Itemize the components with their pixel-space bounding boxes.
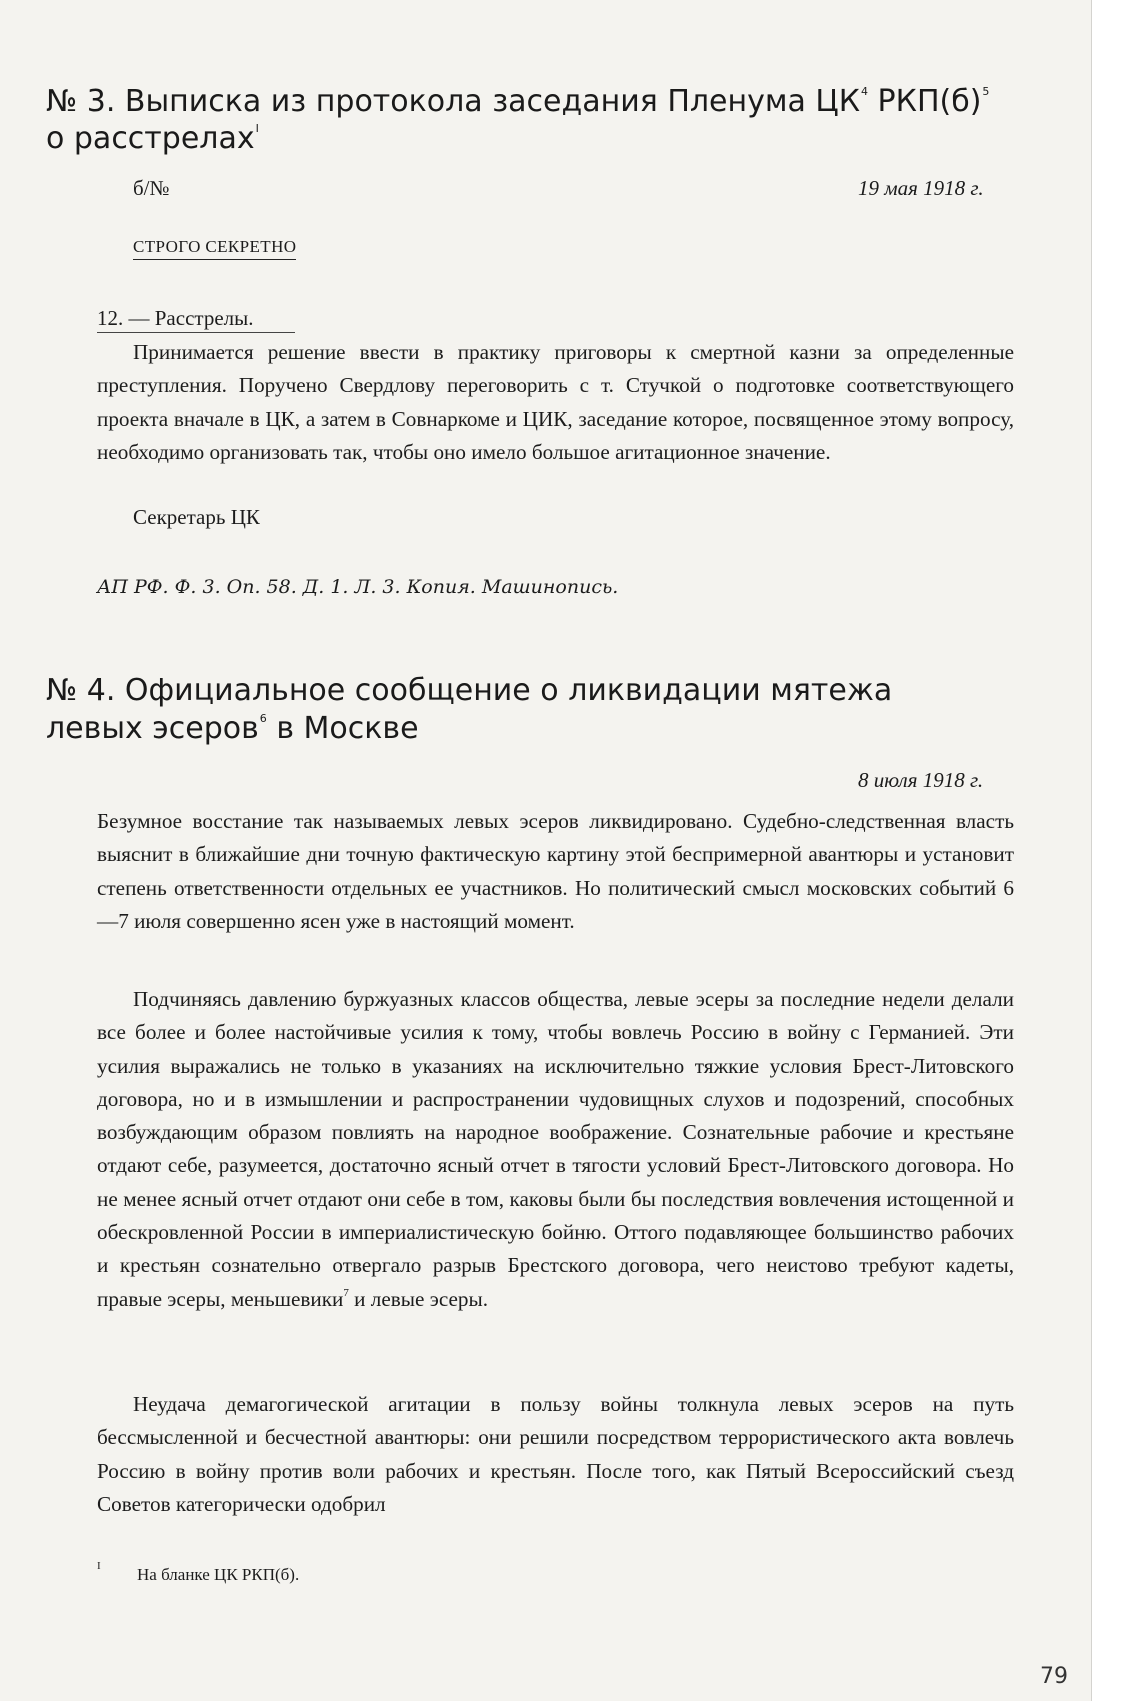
footnote-text: На бланке ЦК РКП(б). (137, 1565, 300, 1584)
doc4-paragraph-1: Безумное восстание так называемых левых эсеров ликвидировано. Судебно-следственная власть выяснит в ближайшие дни точную фактическую картину этой беспримерной авантюры и установит степень ответственности отдельных ее участников. Но политический смысл московских событий 6—7 июля совершенно ясен уже в настоящий момент. (97, 809, 1014, 933)
footnote-ref-6: 6 (259, 712, 267, 725)
agenda-item: 12. — Расстрелы. (97, 306, 295, 333)
footnote-mark: I (97, 1560, 101, 1572)
signer: Секретарь ЦК (133, 505, 260, 529)
footnote-ref-4: 4 (861, 85, 869, 98)
doc3-text: Принимается решение ввести в практику приговоры к смертной казни за определенные преступления. Поручено Свердлову переговорить с т. Стучкой о подготовке соответствующего проекта вначале в ЦК, а затем в Совнаркоме и ЦИК, заседание которое, посвященное этому вопросу, необходимо организовать так, чтобы оно имело большое агитационное значение. (97, 340, 1014, 464)
footnote-ref-5: 5 (982, 85, 990, 98)
page-edge (1091, 0, 1146, 1701)
doc4-paragraph-2: Подчиняясь давлению буржуазных классов общества, левые эсеры за последние недели делали все более и более настойчивые усилия к тому, чтобы вовлечь Россию в войну с Германией. Эти усилия выражались не только в указаниях на исключительно тяжкие условия Брест-Литовского договора, но и в измышлении и распространении чудовищных слухов и подозрений, способных возбуждающим образом повлиять на народное воображение. Сознательные рабочие и крестьяне отдают себе, разумеется, достаточно ясный отчет в тягости условий Брест-Литовского договора. Но не менее ясный отчет отдают они себе в том, каковы были бы последствия вовлечения истощенной и обескровленной России в империалистическую бойню. Оттого подавляющее большинство рабочих и крестьян сознательно отвергало разрыв Брестского договора, чего неистово требуют кадеты, правые эсеры, меньшевики$^7$ и левые эсеры. (97, 987, 1014, 1311)
doc4-heading-line1: № 4. Официальное сообщение о ликвидации мятежа (46, 673, 893, 708)
doc3-heading-line2: о расстрелах$^I$ (46, 121, 259, 156)
page-number: 79 (1040, 1664, 1068, 1689)
footnote-ref-7: 7 (343, 1286, 349, 1299)
doc3-date: 19 мая 1918 г. (858, 176, 984, 200)
doc3-number: б/№ (133, 176, 170, 200)
doc4-date: 8 июля 1918 г. (858, 768, 984, 792)
doc4-paragraph-3: Неудача демагогической агитации в пользу войны толкнула левых эсеров на путь бессмысленной и бесчестной авантюры: они решили посредством террористического акта вовлечь Россию в войну против воли рабочих и крестьян. После того, как Пятый Всероссийский съезд Советов категорически одобрил (97, 1392, 1014, 1516)
doc3-heading-line1: № 3. Выписка из протокола заседания Пленума $ЦК^4$ $РКП(б)^5$ (46, 84, 990, 119)
archive-source: АП РФ. Ф. 3. Оп. 58. Д. 1. Л. 3. Копия. Машинопись. (97, 576, 619, 598)
footnote-ref-I: I (255, 122, 259, 135)
doc4-heading-line2: левых эсеров$^6$ в Москве (46, 711, 419, 746)
secrecy-stamp: СТРОГО СЕКРЕТНО (133, 237, 296, 260)
